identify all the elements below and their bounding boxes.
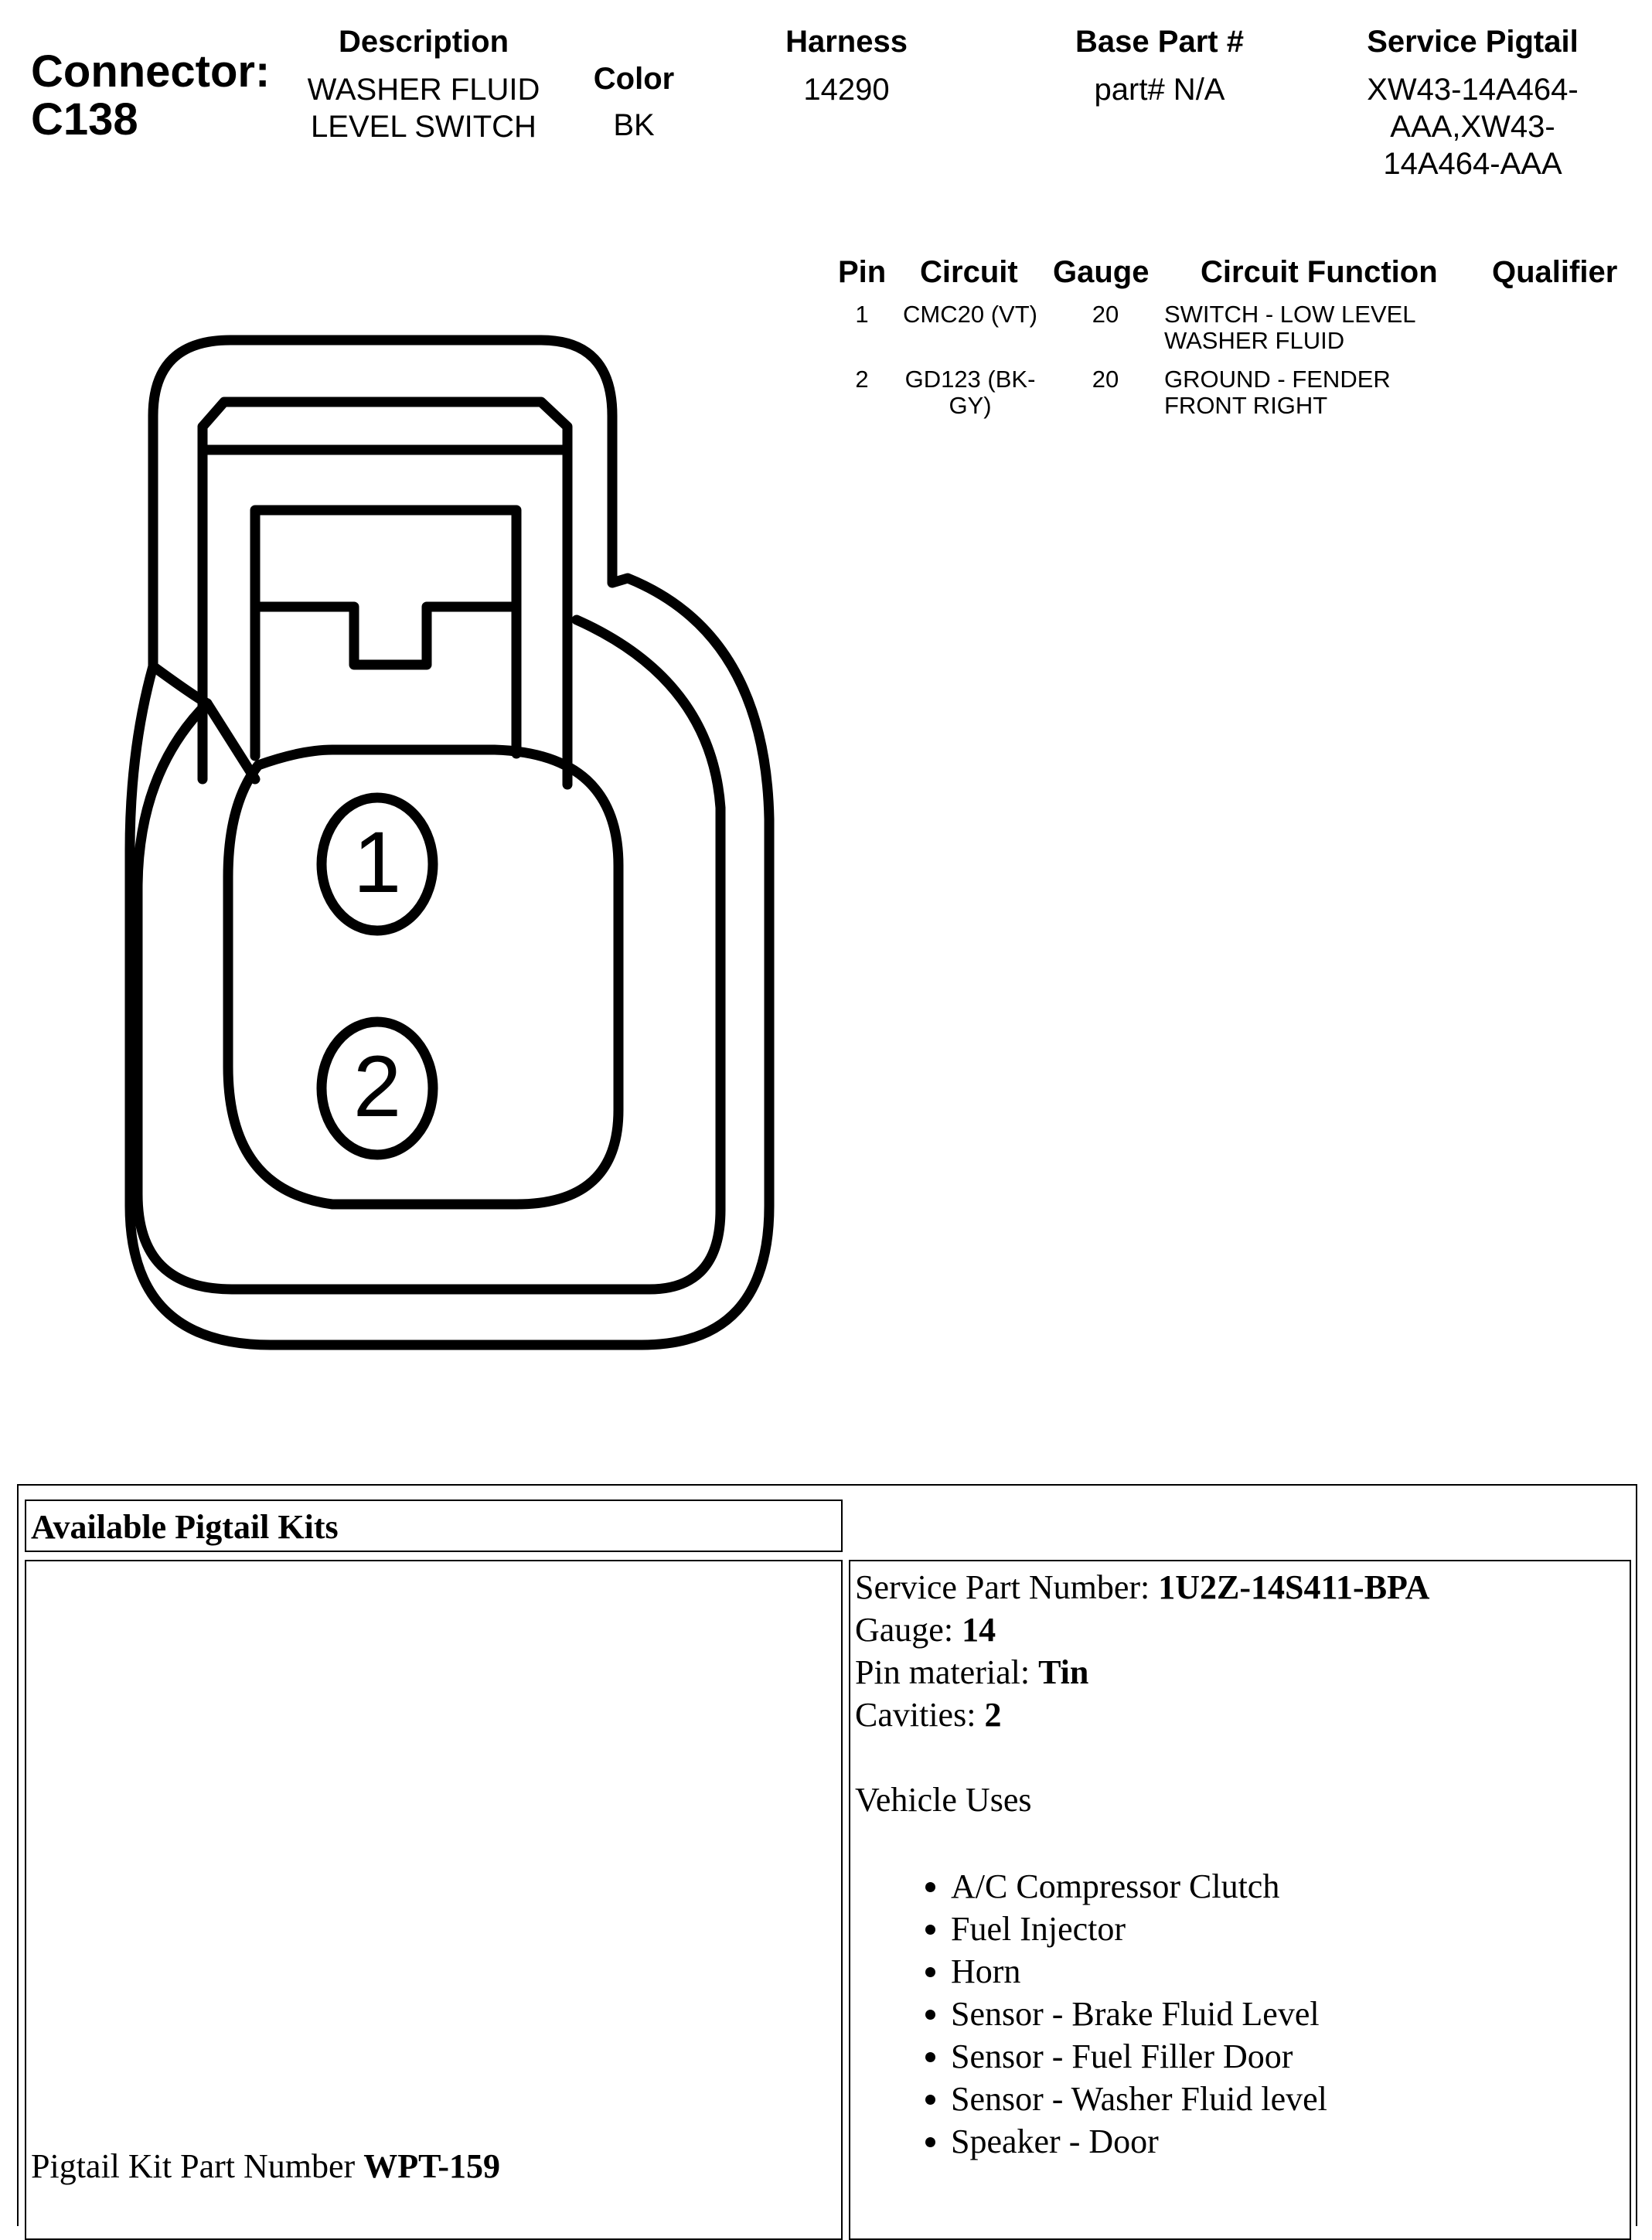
base-part-header: Base Part #	[1075, 25, 1244, 59]
kit-cavities-value: 2	[984, 1696, 1002, 1734]
vehicle-use-item: • Sensor - Brake Fluid Level	[951, 1993, 1630, 2035]
pin-2-label: 2	[353, 1038, 402, 1135]
description-line-1: WASHER FLUID	[307, 73, 540, 107]
kit-pin-material-value: Tin	[1038, 1653, 1089, 1691]
pin-row-2-function-line-1: GROUND - FENDER	[1164, 366, 1391, 393]
pigtail-kit-image-cell	[25, 1560, 843, 2240]
service-part-value: 1U2Z-14S411-BPA	[1158, 1568, 1430, 1606]
base-part-value: part# N/A	[1094, 73, 1225, 107]
kit-pin-material-label: Pin material:	[855, 1653, 1039, 1691]
pin-row-2-circuit-line-2: GY)	[949, 392, 992, 419]
connector-key-tab	[255, 510, 516, 756]
service-part-label: Service Part Number:	[855, 1568, 1159, 1606]
pin-table-header-pin: Pin	[838, 255, 887, 289]
connector-label: Connector:	[31, 46, 271, 97]
service-pigtail-line-1: XW43-14A464-	[1367, 73, 1579, 107]
harness-header: Harness	[785, 25, 908, 59]
pigtail-kit-part-number	[31, 2145, 500, 2187]
pin-row-2-circuit	[889, 366, 1051, 419]
pin-row-1-gauge: 20	[1092, 301, 1119, 328]
vehicle-use-item: • Fuel Injector	[951, 1908, 1630, 1950]
vehicle-use-item: • Sensor - Fuel Filler Door	[951, 2035, 1630, 2078]
kit-gauge	[855, 1609, 1630, 1651]
pin-row-2-function	[1164, 366, 1391, 419]
pin-table-header-qualifier: Qualifier	[1492, 255, 1618, 289]
pin-row-1-circuit-line-1: CMC20 (VT)	[903, 301, 1037, 328]
pin-row-1-function-line-2: WASHER FLUID	[1164, 327, 1345, 354]
service-pigtail-value	[1337, 71, 1608, 182]
connector-face-diagram	[0, 0, 850, 1391]
pigtail-kit-details	[849, 1560, 1631, 2240]
vehicle-uses-list	[855, 1865, 1630, 2163]
pin-table-header-circuit: Circuit	[920, 255, 1018, 289]
pin-row-2-gauge: 20	[1092, 366, 1119, 393]
pin-table-header-gauge: Gauge	[1053, 255, 1150, 289]
service-pigtail-header: Service Pigtail	[1367, 25, 1579, 59]
vehicle-use-item: • Speaker - Door	[951, 2120, 1630, 2163]
pin-1-label: 1	[353, 814, 402, 911]
pin-row-1-function	[1164, 301, 1416, 354]
pin-row-2-function-line-2: FRONT RIGHT	[1164, 392, 1328, 419]
service-pigtail-line-2: AAA,XW43-	[1390, 110, 1555, 144]
kit-gauge-value: 14	[962, 1611, 996, 1649]
color-header: Color	[593, 62, 675, 96]
pin-row-1-circuit	[889, 301, 1051, 328]
connector-id: C138	[31, 94, 138, 145]
pigtail-kits-heading: Available Pigtail Kits	[31, 1508, 339, 1546]
kit-pin-material	[855, 1651, 1630, 1694]
kit-cavities	[855, 1694, 1630, 1736]
description-line-2: LEVEL SWITCH	[311, 110, 536, 144]
vehicle-use-item: • Horn	[951, 1950, 1630, 1993]
vehicle-use-item: • Sensor - Washer Fluid level	[951, 2078, 1630, 2120]
color-value: BK	[613, 108, 655, 142]
pin-row-2-pin: 2	[855, 366, 869, 393]
pin-table-header-function: Circuit Function	[1201, 255, 1438, 289]
kit-gauge-label: Gauge:	[855, 1611, 962, 1649]
pigtail-kits-heading-cell	[25, 1500, 843, 1552]
kit-cavities-label: Cavities:	[855, 1696, 985, 1734]
harness-value: 14290	[803, 73, 890, 107]
service-part-number	[855, 1566, 1630, 1609]
pin-row-1-function-line-1: SWITCH - LOW LEVEL	[1164, 301, 1416, 328]
vehicle-use-item: • A/C Compressor Clutch	[951, 1865, 1630, 1908]
pin-row-1-pin: 1	[855, 301, 869, 328]
service-pigtail-line-3: 14A464-AAA	[1383, 147, 1562, 181]
kit-part-value: WPT-159	[363, 2147, 501, 2185]
vehicle-uses-label: Vehicle Uses	[855, 1781, 1032, 1819]
pin-row-2-circuit-line-1: GD123 (BK-	[904, 366, 1036, 393]
description-header: Description	[338, 25, 509, 59]
kit-part-label: Pigtail Kit Part Number	[31, 2147, 364, 2185]
